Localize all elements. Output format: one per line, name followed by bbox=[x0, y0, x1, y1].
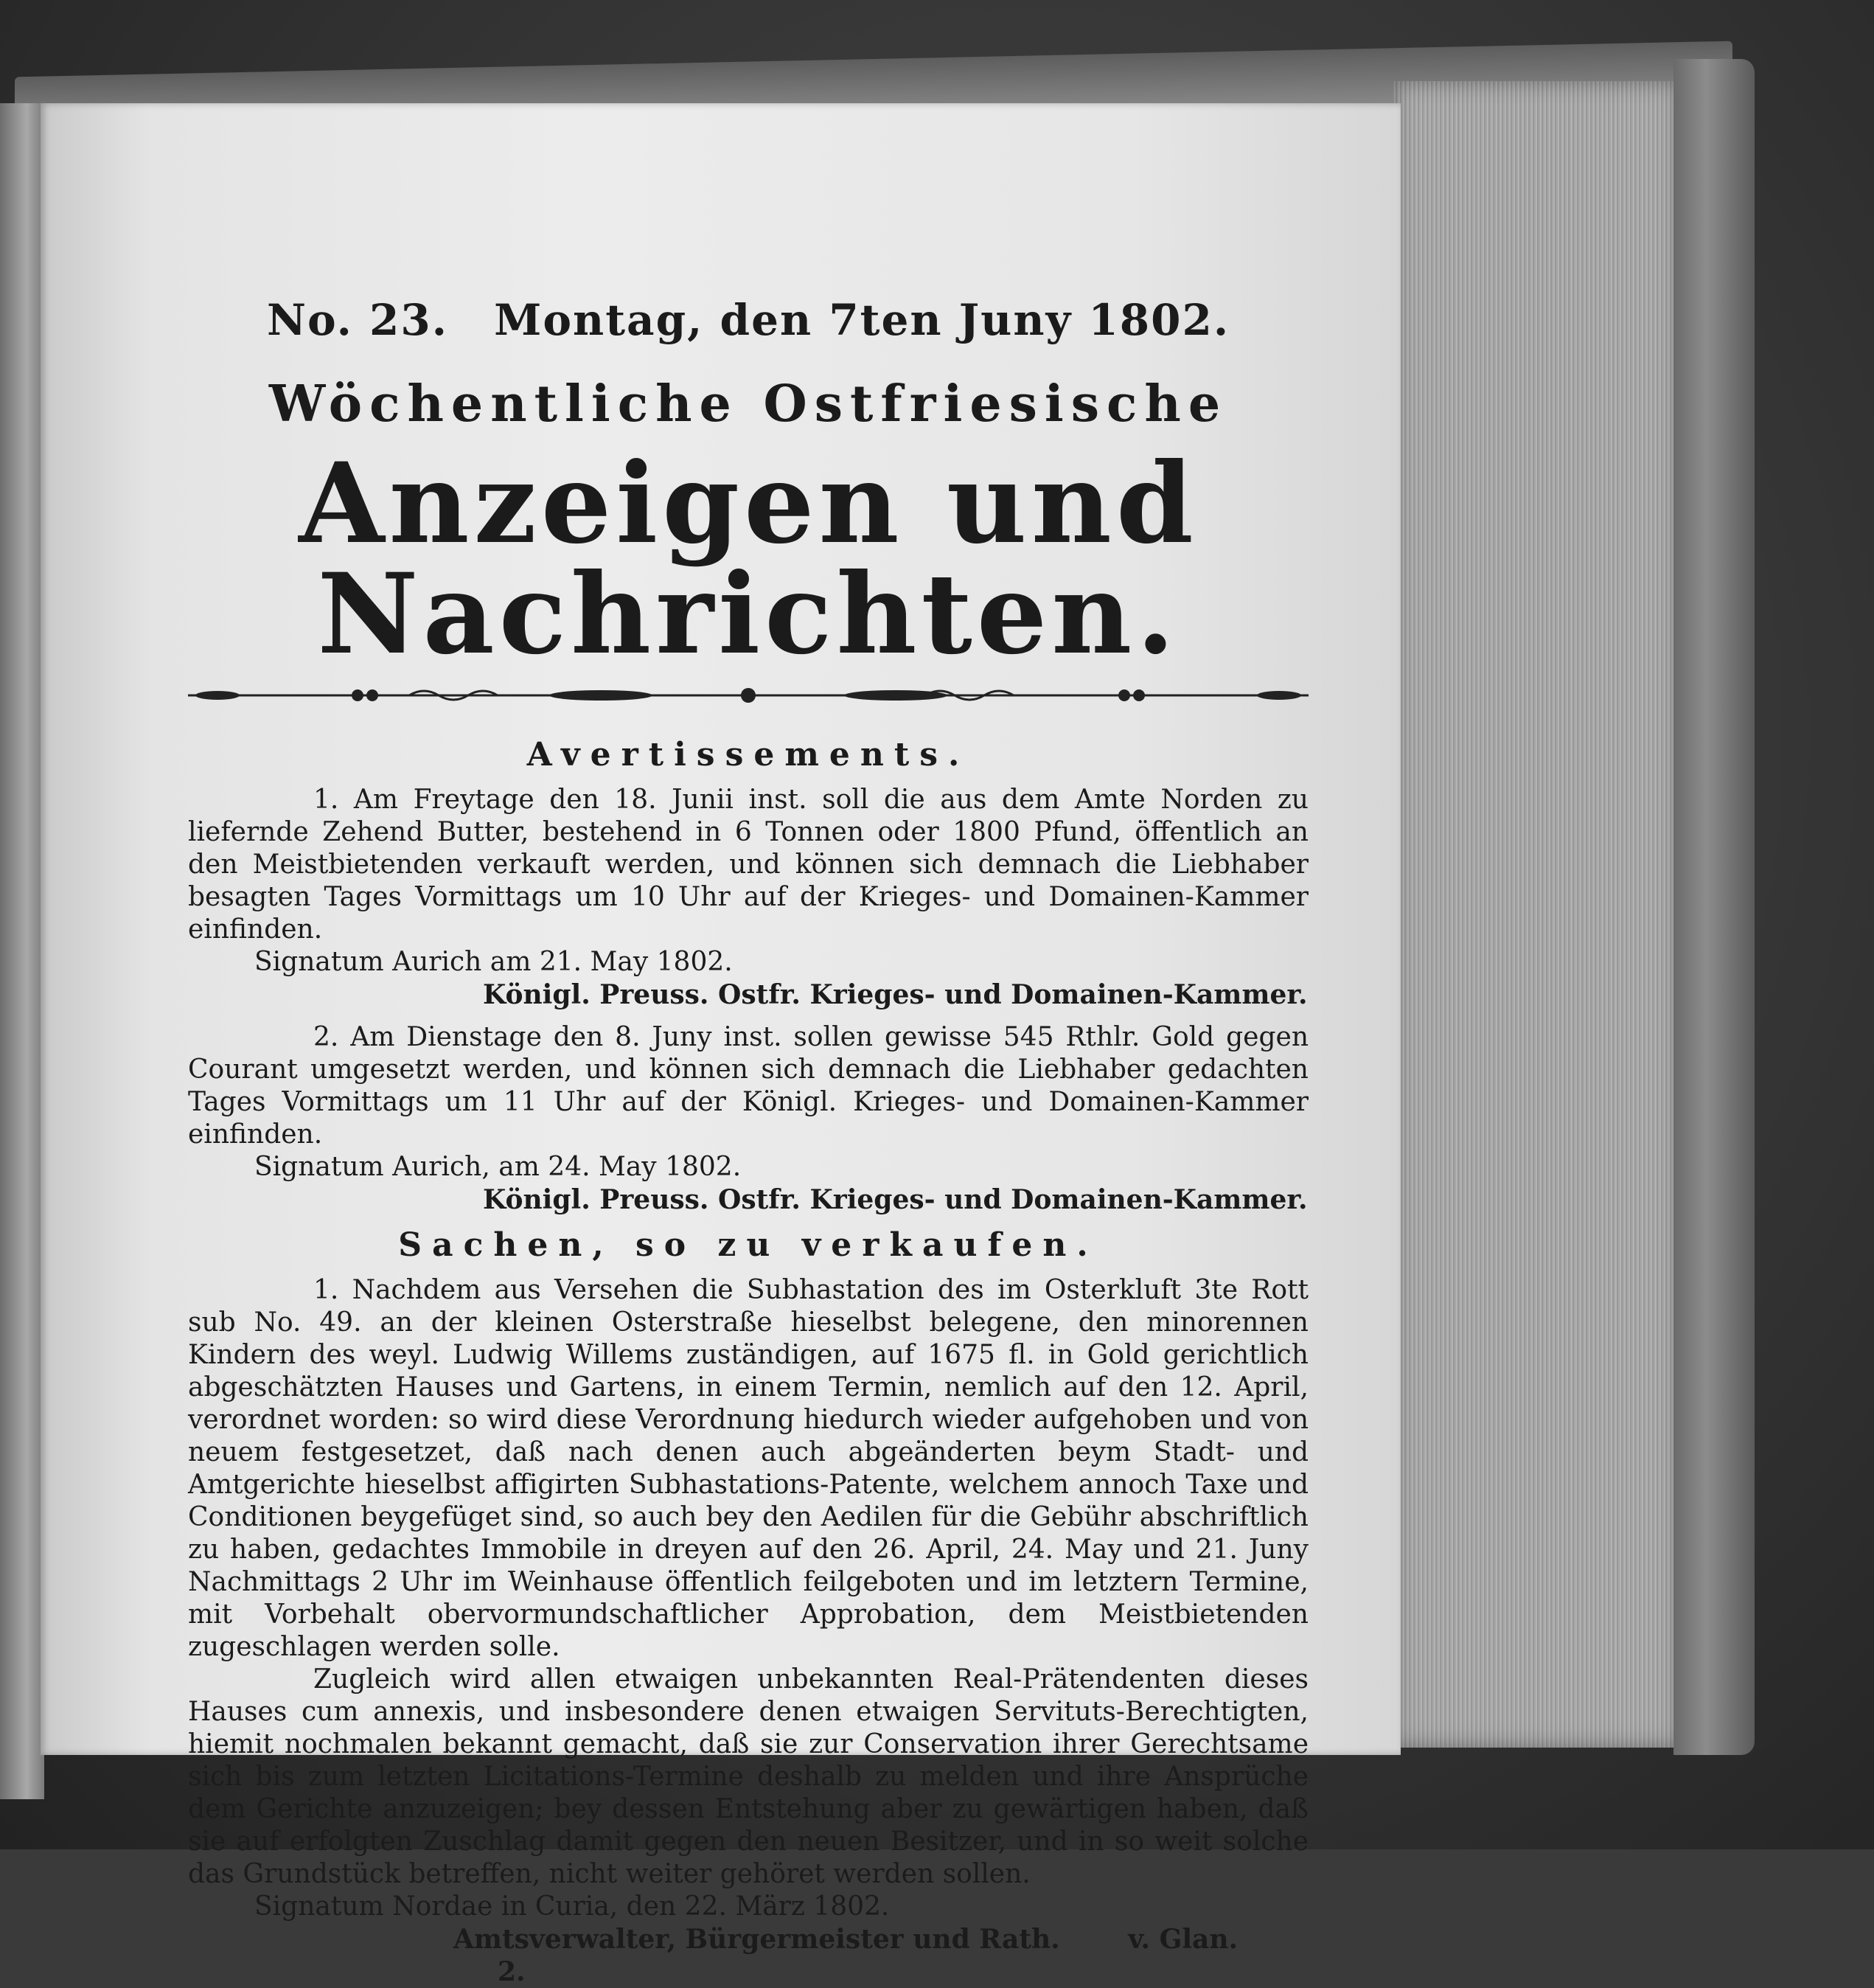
sale-paragraph-1: 1. Nachdem aus Versehen die Subhastation des im Osterkluft 3te Rott sub No. 49. an der kleinen Osterstraße hieselbst belegene, den minorennen Kindern des weyl. Ludwig Willems zuständigen, auf 1675 fl. in Gold gerichtlich abgeschätzten Hauses und Gartens, in einem Termin, nemlich auf den 12. April, verordnet worden: so wird diese Verordnung hiedurch wieder aufgehoben und von neuem festgesetzet, daß nach denen auch abgeänderten beym Stadt- und Amtgerichte hieselbst affigirten Subhastations-Patente, welchem annoch Taxe und Conditionen beygefüget sind, so auch bey den Aedilen für die Gebühr abschriftlich zu haben, gedachtes Immobile in dreyen auf den 26. April, 24. May und 21. Juny Nachmittags 2 Uhr im Weinhause öffentlich feilgeboten und im letztern Termine, mit Vorbehalt obervormundschaftlicher Approbation, dem Meistbietenden zugeschlagen werden solle. bbox=[188, 1275, 1309, 1662]
issue-number: No. 23. bbox=[266, 295, 448, 345]
masthead-subtitle: Wöchentliche Ostfriesische bbox=[268, 375, 1228, 434]
page-content bbox=[188, 295, 1309, 1988]
section-heading-sachen: Sachen, so zu verkaufen. bbox=[398, 1226, 1098, 1264]
advert-2-authority: Königl. Preuss. Ostfr. Krieges- und Domainen-Kammer. bbox=[483, 1184, 1308, 1215]
sheet-number: 2. bbox=[498, 1956, 526, 1987]
masthead-title: Anzeigen und Nachrichten. bbox=[299, 439, 1198, 679]
advert-1-authority: Königl. Preuss. Ostfr. Krieges- und Domainen-Kammer. bbox=[483, 979, 1308, 1010]
sale-signatum: Signatum Nordae in Curia, den 22. März 1802. bbox=[254, 1891, 890, 1922]
book-cover-spine bbox=[1673, 59, 1755, 1755]
issue-line bbox=[188, 295, 1309, 345]
ornamental-rule bbox=[188, 684, 1309, 706]
issue-date: Montag, den 7ten Juny 1802. bbox=[494, 295, 1230, 345]
newspaper-page bbox=[41, 103, 1401, 1987]
left-page-edge bbox=[0, 103, 44, 1799]
sale-closing-line bbox=[188, 1923, 1309, 1988]
section-heading-avertissements: Avertissements. bbox=[526, 736, 970, 774]
sale-paragraph-2: Zugleich wird allen etwaigen unbekannten Real-Prätendenten dieses Hauses cum annexis, und insbesondere denen etwaigen Servituts-Berechtigten, hiemit nochmalen bekannt gemacht, daß sie zur Conservation ihrer Gerechtsame sich bis zum letzten Licitations-Termine deshalb zu melden und ihre Ansprüche dem Gerichte anzuzeigen; bey dessen Entstehung aber zu gewärtigen haben, daß sie auf erfolgten Zuschlag damit gegen den neuen Besitzer, und in so weit solche das Grundstück betreffen, nicht weiter gehöret werden sollen. bbox=[188, 1664, 1309, 1889]
advert-1-signatum: Signatum Aurich am 21. May 1802. bbox=[254, 947, 733, 977]
advert-2-signatum: Signatum Aurich, am 24. May 1802. bbox=[254, 1152, 742, 1182]
closing-authority: Amtsverwalter, Bürgermeister und Rath. bbox=[453, 1924, 1060, 1955]
advert-entry-1: 1. Am Freytage den 18. Junii inst. soll die aus dem Amte Norden zu liefernde Zehend Butter, bestehend in 6 Tonnen oder 1800 Pfund, öffentlich an den Meistbietenden verkauft werden, und können sich demnach die Liebhaber besagten Tages Vormittags um 10 Uhr auf der Krieges- und Domainen-Kammer einfinden. bbox=[188, 785, 1309, 945]
page-block-edge bbox=[1393, 81, 1681, 1748]
advert-entry-2: 2. Am Dienstage den 8. Juny inst. sollen gewisse 545 Rthlr. Gold gegen Courant umgesetzt werden, und können sich demnach die Liebhaber gedachten Tages Vormittags um 11 Uhr auf der Königl. Krieges- und Domainen-Kammer einfinden. bbox=[188, 1022, 1309, 1150]
closing-signer: v. Glan. bbox=[1128, 1924, 1239, 1955]
